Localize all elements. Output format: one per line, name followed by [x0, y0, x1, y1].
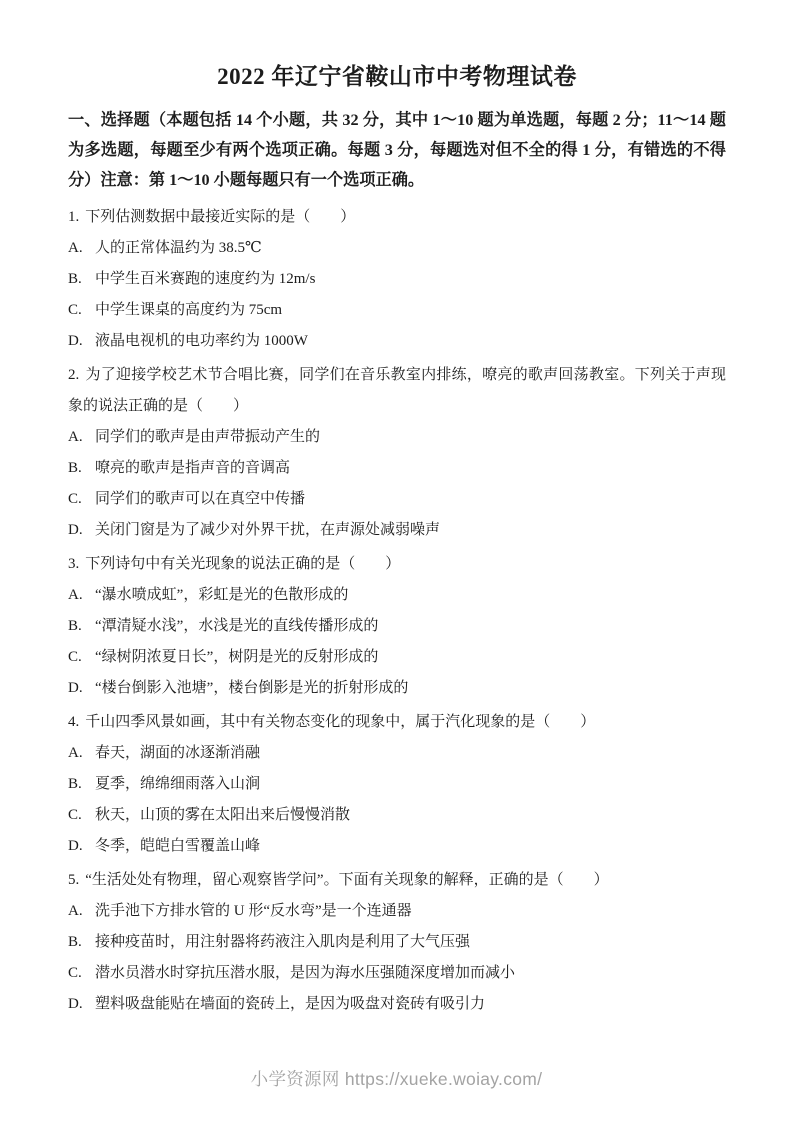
- option-label: B.: [68, 271, 82, 287]
- option-d: [68, 831, 726, 862]
- option-d: [68, 515, 726, 546]
- option-b: [68, 927, 726, 958]
- option-text: 接种疫苗时，用注射器将药液注入肌肉是利用了大气压强: [95, 934, 471, 950]
- option-label: A.: [68, 240, 83, 256]
- option-c: [68, 642, 726, 673]
- option-d: [68, 326, 726, 357]
- option-label: B.: [68, 934, 82, 950]
- option-label: C.: [68, 302, 82, 318]
- question-stem-text: 下列估测数据中最接近实际的是（ ）: [85, 209, 356, 225]
- question-number: 2.: [68, 367, 80, 383]
- footer-watermark: 小学资源网 https://xueke.woiay.com/: [250, 1069, 543, 1089]
- option-a: [68, 896, 726, 927]
- question-5: [68, 865, 726, 1020]
- option-label: D.: [68, 522, 83, 538]
- option-text: 关闭门窗是为了减少对外界干扰，在声源处减弱噪声: [95, 522, 441, 538]
- option-text: 秋天，山顶的雾在太阳出来后慢慢消散: [95, 807, 351, 823]
- question-number: 4.: [68, 714, 80, 730]
- question-4: [68, 707, 726, 862]
- option-c: [68, 295, 726, 326]
- section-header: 一、选择题（本题包括 14 个小题，共 32 分，其中 1～10 题为单选题，每题 2 分；11～14 题为多选题，每题至少有两个选项正确。每题 3 分，每题选对但不全的得 1 分，有错选的不得分）注意：第 1～10 小题每题只有一个选项正确。: [68, 111, 726, 189]
- option-text: 潜水员潜水时穿抗压潜水服，是因为海水压强随深度增加而减小: [95, 965, 516, 981]
- option-text: 同学们的歌声是由声带振动产生的: [95, 429, 321, 445]
- option-label: B.: [68, 460, 82, 476]
- question-2: [68, 360, 726, 546]
- option-text: 中学生课桌的高度约为 75cm: [95, 302, 283, 318]
- option-text: 冬季，皑皑白雪覆盖山峰: [95, 838, 261, 854]
- question-stem-text: 下列诗句中有关光现象的说法正确的是（ ）: [85, 556, 401, 572]
- option-a: [68, 422, 726, 453]
- option-label: D.: [68, 996, 83, 1012]
- question-stem-text: 千山四季风景如画，其中有关物态变化的现象中，属于汽化现象的是（ ）: [85, 714, 596, 730]
- option-c: [68, 800, 726, 831]
- option-text: 嘹亮的歌声是指声音的音调高: [95, 460, 291, 476]
- option-label: A.: [68, 429, 83, 445]
- option-label: C.: [68, 491, 82, 507]
- option-text: “楼台倒影入池塘”，楼台倒影是光的折射形成的: [95, 680, 409, 696]
- option-c: [68, 484, 726, 515]
- option-label: C.: [68, 965, 82, 981]
- option-b: [68, 769, 726, 800]
- option-label: A.: [68, 903, 83, 919]
- option-text: “潭清疑水浅”，水浅是光的直线传播形成的: [95, 618, 379, 634]
- option-text: 塑料吸盘能贴在墙面的瓷砖上，是因为吸盘对瓷砖有吸引力: [95, 996, 486, 1012]
- option-label: D.: [68, 333, 83, 349]
- option-label: C.: [68, 649, 82, 665]
- option-d: [68, 673, 726, 704]
- question-1: [68, 202, 726, 357]
- option-a: [68, 580, 726, 611]
- option-text: 人的正常体温约为 38.5℃: [95, 240, 262, 256]
- question-stem: [68, 360, 726, 422]
- question-stem: [68, 707, 726, 738]
- option-text: 夏季，绵绵细雨落入山涧: [95, 776, 261, 792]
- option-text: 同学们的歌声可以在真空中传播: [95, 491, 306, 507]
- option-b: [68, 611, 726, 642]
- option-label: A.: [68, 587, 83, 603]
- option-label: D.: [68, 680, 83, 696]
- option-text: 中学生百米赛跑的速度约为 12m/s: [95, 271, 316, 287]
- option-label: D.: [68, 838, 83, 854]
- question-stem: [68, 549, 726, 580]
- option-text: 液晶电视机的电功率约为 1000W: [95, 333, 308, 349]
- question-stem: [68, 865, 726, 896]
- question-number: 1.: [68, 209, 80, 225]
- option-text: “瀑水喷成虹”，彩虹是光的色散形成的: [95, 587, 349, 603]
- option-label: A.: [68, 745, 83, 761]
- option-b: [68, 453, 726, 484]
- option-c: [68, 958, 726, 989]
- option-label: C.: [68, 807, 82, 823]
- option-b: [68, 264, 726, 295]
- question-stem: [68, 202, 726, 233]
- option-a: [68, 233, 726, 264]
- option-label: B.: [68, 776, 82, 792]
- option-text: “绿树阴浓夏日长”，树阴是光的反射形成的: [95, 649, 379, 665]
- question-number: 5.: [68, 872, 80, 888]
- option-d: [68, 989, 726, 1020]
- page-title: 2022 年辽宁省鞍山市中考物理试卷: [217, 64, 577, 89]
- question-number: 3.: [68, 556, 80, 572]
- option-text: 春天，湖面的冰逐渐消融: [95, 745, 261, 761]
- question-stem-text: “生活处处有物理，留心观察皆学问”。下面有关现象的解释，正确的是（ ）: [85, 872, 609, 888]
- question-3: [68, 549, 726, 704]
- document-content: [68, 62, 726, 1023]
- option-text: 洗手池下方排水管的 U 形“反水弯”是一个连通器: [95, 903, 412, 919]
- question-stem-text: 为了迎接学校艺术节合唱比赛，同学们在音乐教室内排练，嘹亮的歌声回荡教室。下列关于声现象的说法正确的是（ ）: [68, 367, 726, 414]
- option-a: [68, 738, 726, 769]
- option-label: B.: [68, 618, 82, 634]
